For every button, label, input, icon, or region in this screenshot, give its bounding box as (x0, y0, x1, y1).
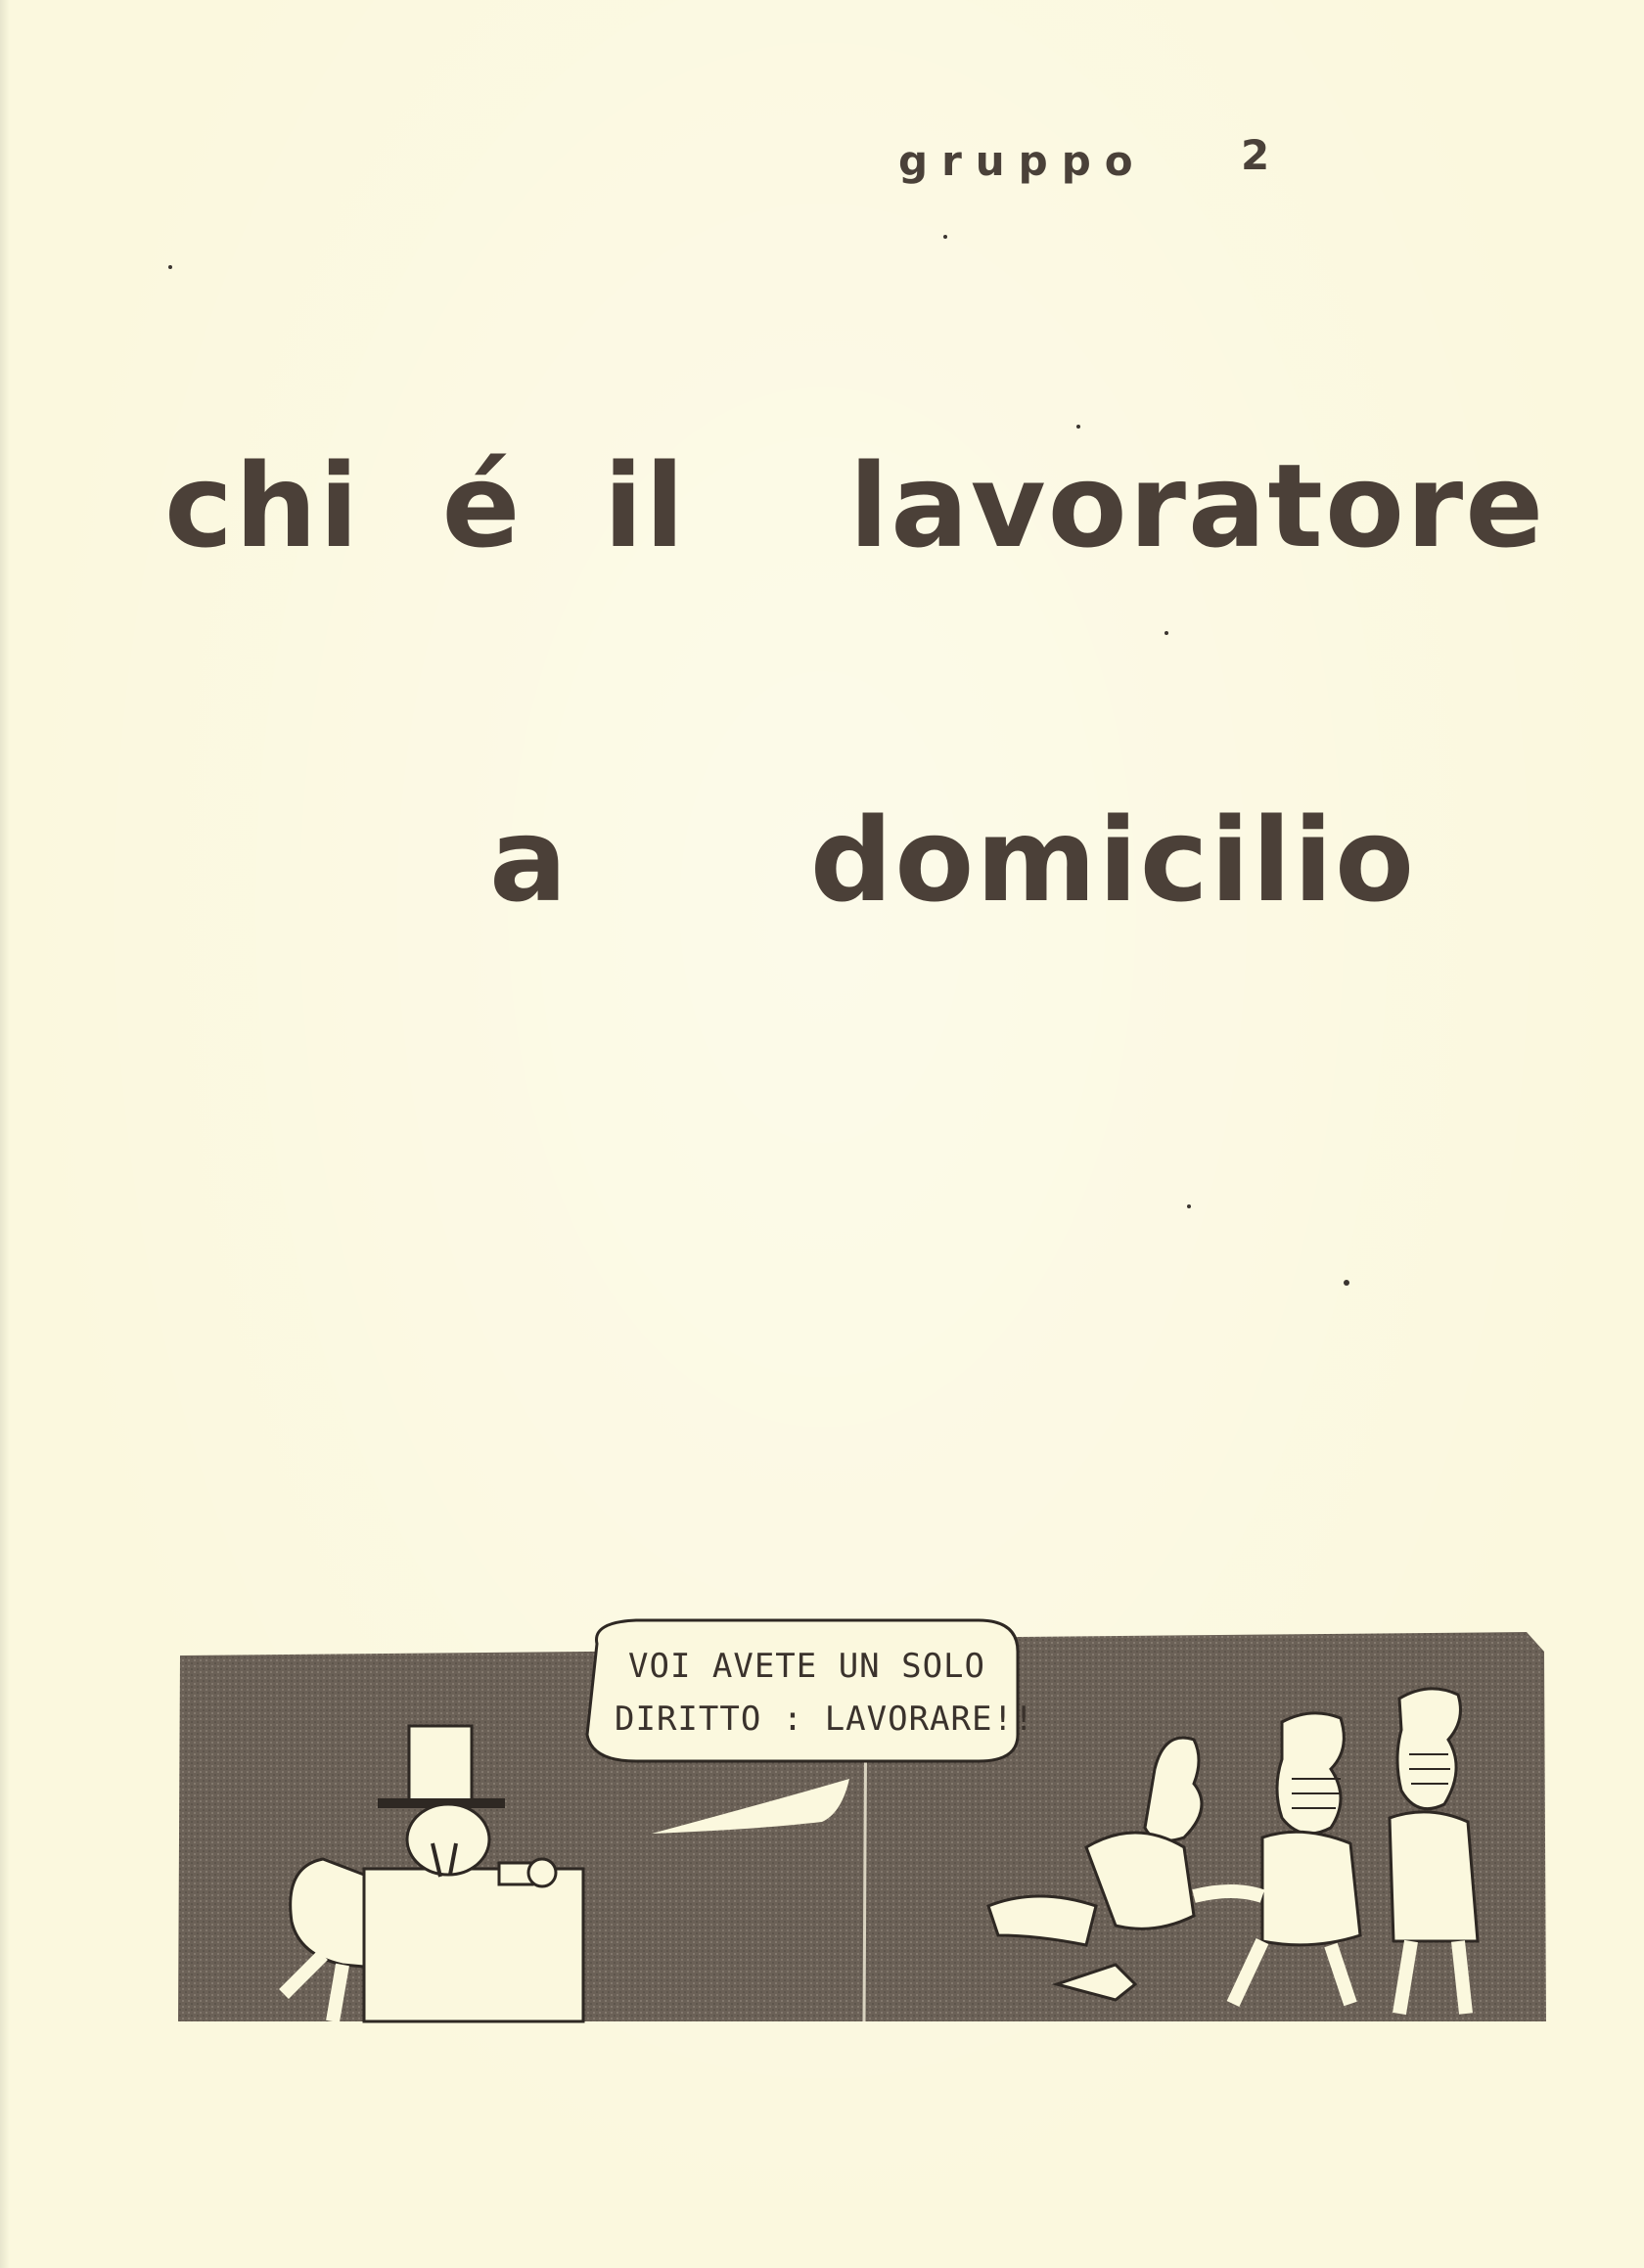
worker-2-body (1262, 1832, 1360, 1945)
boss-fist (528, 1859, 556, 1886)
worker-2-arm (1194, 1891, 1262, 1896)
title-line-2: a domicilio (489, 793, 1417, 928)
worker-2-head (1277, 1713, 1344, 1834)
worker-3-head (1397, 1689, 1460, 1809)
boss-desk (364, 1869, 583, 2021)
group-number: 2 (1241, 131, 1270, 179)
ink-speck (1344, 1280, 1349, 1286)
speech-bubble (587, 1620, 1018, 1761)
title-line-1: chi é il lavoratore (164, 438, 1546, 573)
ink-speck (943, 235, 947, 239)
ink-speck (1187, 1204, 1191, 1208)
speech-line-1: VOI AVETE UN SOLO (628, 1647, 985, 1686)
worker-3-body (1390, 1812, 1478, 1941)
speech-line-2: DIRITTO : LAVORARE!! (615, 1700, 1035, 1739)
cartoon-strip (176, 1612, 1548, 2025)
ink-speck (1164, 631, 1168, 635)
boss-head (407, 1804, 489, 1875)
cartoon-illustration (176, 1612, 1548, 2025)
group-label (898, 131, 1270, 185)
ink-speck (168, 265, 172, 269)
top-hat (409, 1726, 472, 1800)
ink-speck (1076, 425, 1080, 429)
group-word: gruppo (898, 137, 1147, 185)
